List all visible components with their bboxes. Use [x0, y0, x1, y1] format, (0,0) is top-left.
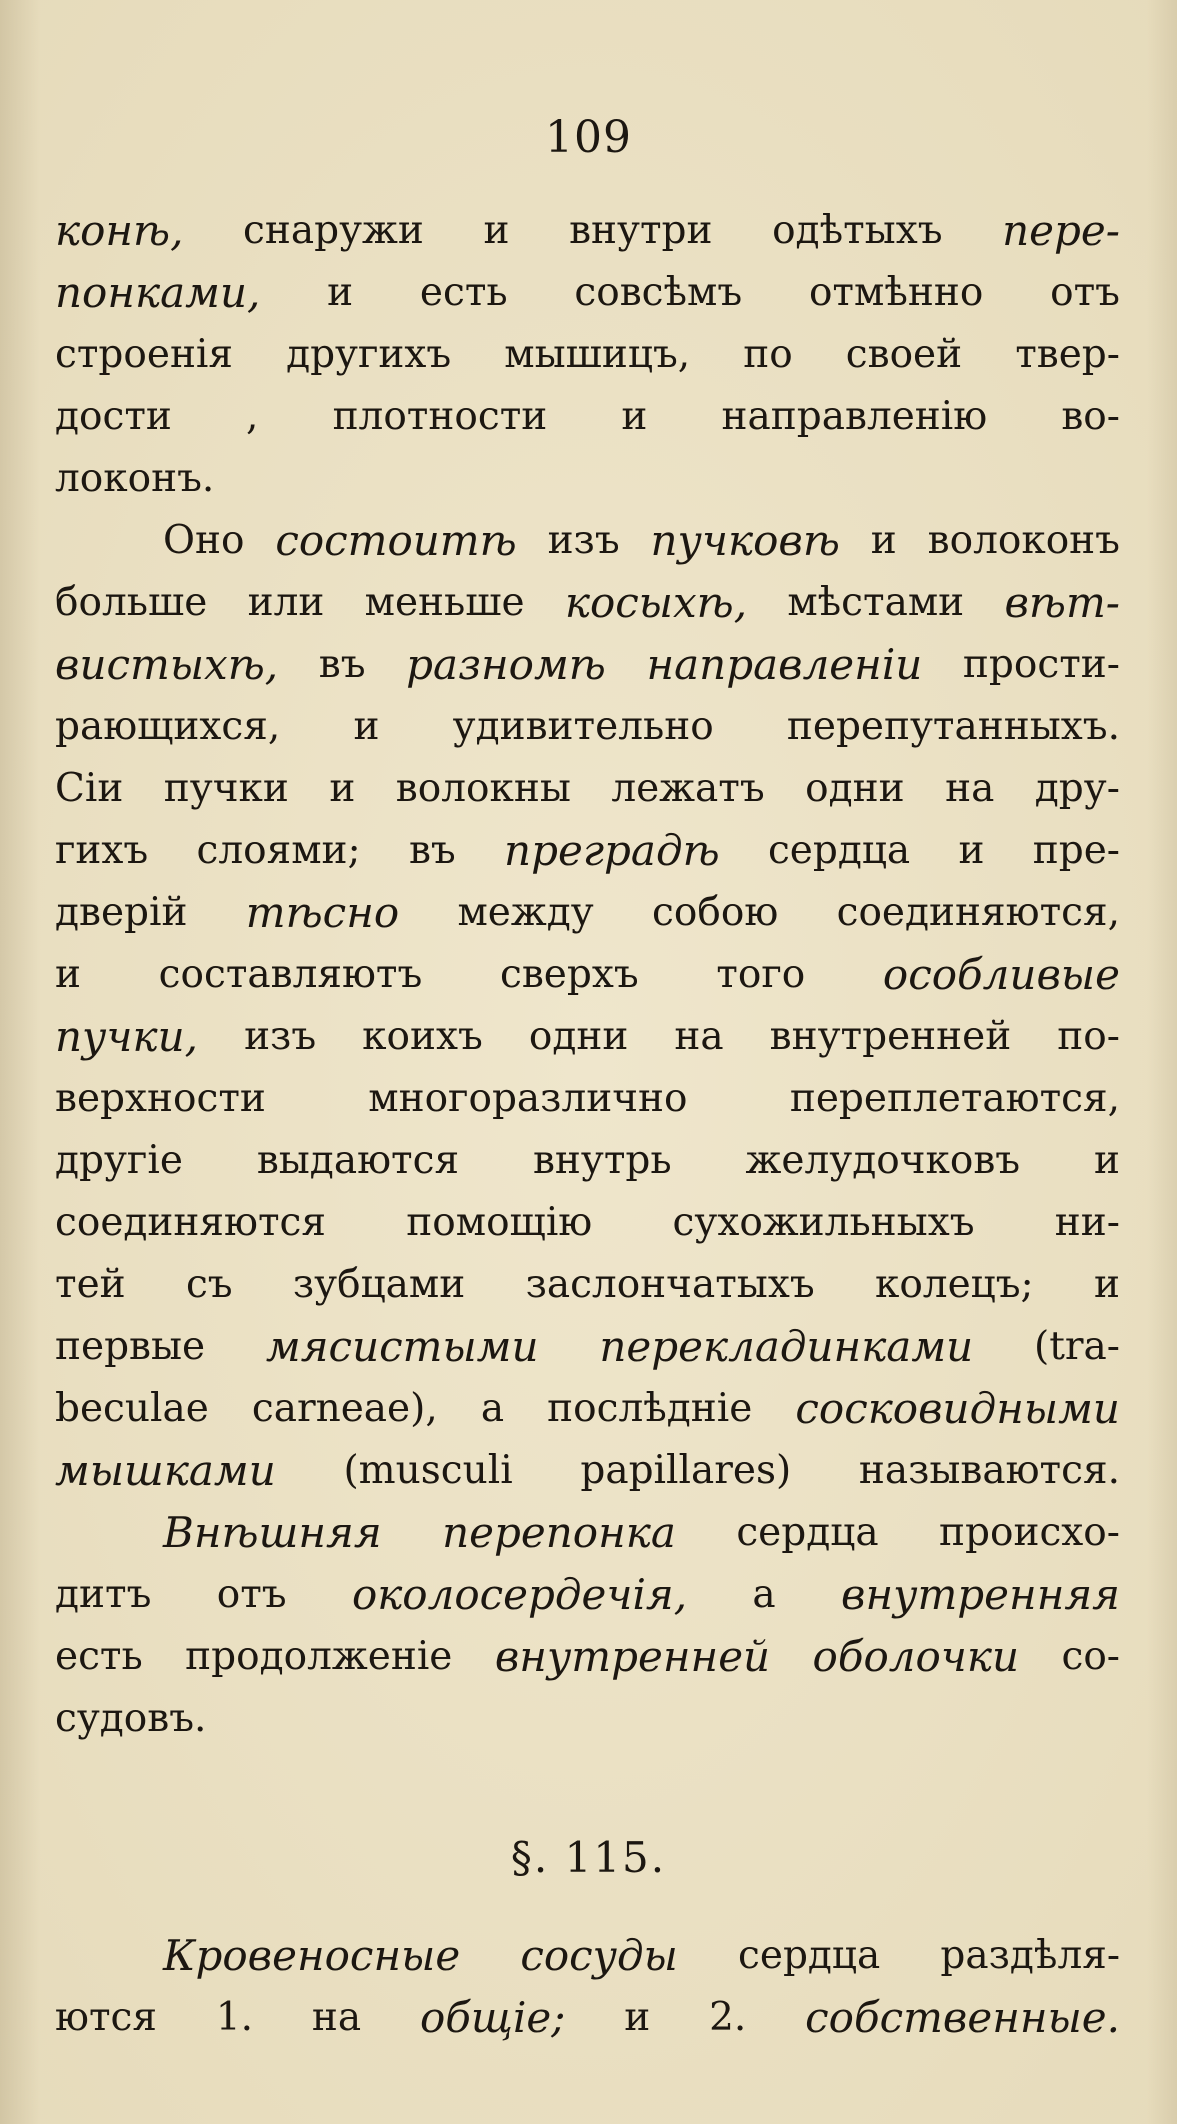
word: удивительно — [452, 704, 714, 749]
text-line — [55, 820, 1120, 882]
italic-word: пучки, — [55, 1012, 199, 1061]
word: одни — [528, 1014, 629, 1059]
word: есть — [419, 270, 508, 315]
italic-word: разномѣ — [406, 640, 606, 689]
word: другіе — [55, 1138, 183, 1183]
text-line — [55, 448, 1120, 510]
word: и — [483, 208, 510, 253]
word: и — [958, 828, 985, 873]
text-line — [55, 1626, 1120, 1688]
word: происхо- — [939, 1510, 1120, 1555]
word: carneae), — [251, 1386, 438, 1431]
word: плотности — [332, 394, 548, 439]
italic-word: Кровеносные — [163, 1931, 461, 1980]
word: на — [945, 766, 995, 811]
word: своей — [845, 332, 963, 377]
text-line — [55, 758, 1120, 820]
word: пре- — [1032, 828, 1120, 873]
word: выдаются — [256, 1138, 460, 1183]
text-line — [55, 200, 1120, 262]
word: изъ — [244, 1014, 317, 1059]
word: снаружи — [243, 208, 424, 253]
word: слоями; — [196, 828, 361, 873]
page-number: 109 — [545, 112, 632, 163]
italic-word: сосуды — [520, 1931, 678, 1980]
word: заслончатыхъ — [525, 1262, 815, 1307]
section-text — [55, 1925, 1120, 2049]
word: и — [621, 394, 648, 439]
text-line — [55, 882, 1120, 944]
word: и — [329, 766, 356, 811]
word: твер- — [1015, 332, 1120, 377]
word: papillares) — [580, 1448, 792, 1493]
word: beculae — [55, 1386, 209, 1431]
section-title: §. 115. — [510, 1833, 667, 1882]
word: совсѣмъ — [574, 270, 743, 315]
word: желудочковъ — [745, 1138, 1021, 1183]
word: дверій — [55, 890, 188, 935]
word: Оно — [163, 518, 245, 563]
text-line — [55, 1564, 1120, 1626]
section-paragraph — [55, 1925, 1120, 2049]
word: и — [353, 704, 380, 749]
word: называются. — [858, 1448, 1120, 1493]
word: въ — [408, 828, 456, 873]
word: и — [1094, 1138, 1120, 1183]
word: и — [55, 952, 81, 997]
word: отъ — [1050, 270, 1120, 315]
text-line — [55, 1192, 1120, 1254]
italic-word: конѣ, — [55, 206, 184, 255]
word: дитъ — [55, 1572, 152, 1617]
italic-word: перекладинками — [599, 1322, 974, 1371]
text-line — [55, 324, 1120, 386]
italic-word: понками, — [55, 268, 261, 317]
text-line — [55, 1378, 1120, 1440]
text-line — [55, 1006, 1120, 1068]
word: волоконъ — [927, 518, 1120, 563]
text-line — [55, 1316, 1120, 1378]
word: отмѣнно — [808, 270, 984, 315]
italic-word: косыхѣ, — [564, 578, 748, 627]
paragraph-2 — [55, 510, 1120, 1502]
text-line — [55, 1688, 1120, 1750]
text-line — [55, 1502, 1120, 1564]
word: больше — [55, 580, 208, 625]
text-line — [55, 944, 1120, 1006]
word: дру- — [1034, 766, 1120, 811]
text-line — [55, 1440, 1120, 1502]
word: сверхъ — [499, 952, 639, 997]
italic-word: вѣт- — [1004, 578, 1120, 627]
word: ни- — [1054, 1200, 1120, 1245]
text-line — [55, 510, 1120, 572]
word: составляютъ — [158, 952, 423, 997]
italic-word: околосердечія, — [351, 1570, 688, 1619]
word: (musculi — [343, 1448, 513, 1493]
italic-word: Внѣшняя — [163, 1508, 382, 1557]
word: другихъ — [286, 332, 452, 377]
word: мѣстами — [787, 580, 965, 625]
word: мышицъ, — [504, 332, 691, 377]
word: послѣдніе — [547, 1386, 753, 1431]
word: судовъ. — [55, 1696, 207, 1741]
text-line — [55, 1068, 1120, 1130]
italic-word: внутренней — [494, 1632, 771, 1681]
word: и — [624, 1995, 651, 2040]
italic-word: состоитѣ — [275, 516, 517, 565]
word: прости- — [962, 642, 1120, 687]
text-line — [55, 1130, 1120, 1192]
italic-word: перепонка — [442, 1508, 676, 1557]
italic-word: особливые — [882, 950, 1120, 999]
italic-word: собственные. — [805, 1993, 1120, 2042]
word: (tra- — [1034, 1324, 1120, 1369]
word: на — [311, 1995, 362, 2040]
word: дости — [55, 394, 172, 439]
italic-word: тѣсно — [245, 888, 400, 937]
text-line — [55, 696, 1120, 758]
italic-word: пере- — [1002, 206, 1120, 255]
word: изъ — [547, 518, 620, 563]
word: а — [752, 1572, 776, 1617]
word: во- — [1061, 394, 1120, 439]
word: многоразлично — [368, 1076, 688, 1121]
word: строенія — [55, 332, 234, 377]
word: , — [246, 394, 259, 439]
text-line — [55, 1925, 1120, 1987]
word: лежатъ — [611, 766, 765, 811]
word: одѣтыхъ — [772, 208, 943, 253]
word: отъ — [216, 1572, 287, 1617]
word: верхности — [55, 1076, 266, 1121]
word: 2. — [709, 1995, 747, 2040]
word: колецъ; — [874, 1262, 1034, 1307]
italic-word: общіе; — [419, 1993, 566, 2042]
paragraph-3 — [55, 1502, 1120, 1750]
word: внутренней — [769, 1014, 1012, 1059]
word: соединяются, — [836, 890, 1120, 935]
word: раздѣля- — [940, 1933, 1120, 1978]
word: 1. — [215, 1995, 254, 2040]
word: сердца — [767, 828, 911, 873]
word: коихъ — [362, 1014, 483, 1059]
word: продолженіе — [185, 1634, 453, 1679]
word: локонъ. — [55, 456, 215, 501]
word: ются — [55, 1995, 157, 2040]
text-line — [55, 262, 1120, 324]
italic-word: внутренняя — [841, 1570, 1120, 1619]
word: или — [247, 580, 325, 625]
text-line — [55, 1987, 1120, 2049]
word: направленію — [721, 394, 988, 439]
text-line — [55, 1254, 1120, 1316]
italic-word: вистыхѣ, — [55, 640, 279, 689]
word: зубцами — [292, 1262, 466, 1307]
word: съ — [185, 1262, 233, 1307]
body-text — [55, 200, 1120, 1750]
word: того — [716, 952, 806, 997]
word: сухожильныхъ — [672, 1200, 975, 1245]
italic-word: преградѣ — [504, 826, 720, 875]
italic-word: оболочки — [812, 1632, 1020, 1681]
word: и — [870, 518, 897, 563]
italic-word: направленіи — [646, 640, 923, 689]
word: одни — [805, 766, 905, 811]
word: внутри — [569, 208, 713, 253]
word: есть — [55, 1634, 143, 1679]
word: сердца — [736, 1510, 879, 1555]
text-line — [55, 572, 1120, 634]
word: и — [327, 270, 354, 315]
paragraph-1 — [55, 200, 1120, 510]
word: собою — [652, 890, 779, 935]
word: первые — [55, 1324, 206, 1369]
italic-word: мясистыми — [265, 1322, 539, 1371]
word: въ — [318, 642, 366, 687]
word: внутрь — [532, 1138, 672, 1183]
word: помощію — [406, 1200, 593, 1245]
word: переплетаются, — [789, 1076, 1120, 1121]
word: Сіи — [55, 766, 124, 811]
word: а — [480, 1386, 505, 1431]
italic-word: мышками — [55, 1446, 276, 1495]
word: по- — [1057, 1014, 1120, 1059]
word: на — [674, 1014, 724, 1059]
word: гихъ — [55, 828, 149, 873]
word: и — [1093, 1262, 1120, 1307]
text-line — [55, 386, 1120, 448]
word: перепутанныхъ. — [786, 704, 1120, 749]
word: пучки — [163, 766, 289, 811]
word: по — [743, 332, 793, 377]
word: со- — [1061, 1634, 1120, 1679]
italic-word: пучковѣ — [650, 516, 840, 565]
word: тей — [55, 1262, 126, 1307]
italic-word: сосковидными — [795, 1384, 1120, 1433]
word: рающихся, — [55, 704, 281, 749]
word: между — [457, 890, 594, 935]
word: сердца — [738, 1933, 881, 1978]
word: соединяются — [55, 1200, 326, 1245]
word: меньше — [364, 580, 525, 625]
word: волокны — [395, 766, 571, 811]
text-line — [55, 634, 1120, 696]
